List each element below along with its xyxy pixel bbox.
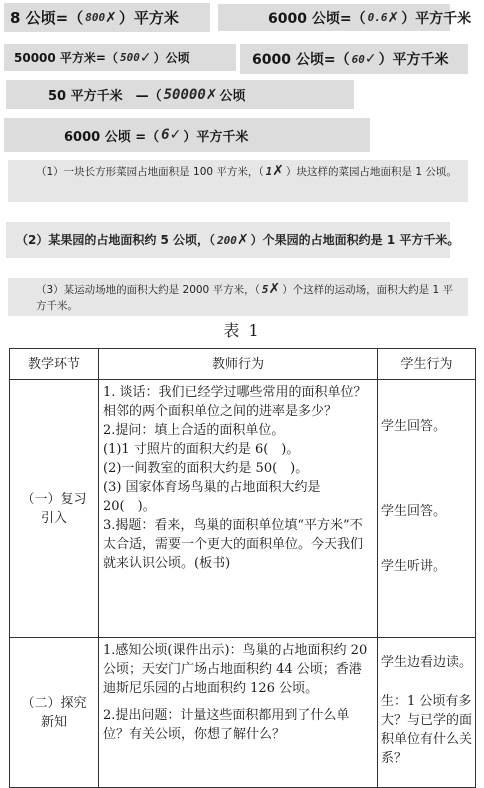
header-teacher: 教师行为 [99, 349, 378, 380]
handwritten-answer: 60 [351, 52, 365, 66]
teacher-cell: 1. 谈话：我们已经学过哪些常用的面积单位？相邻的两个面积单位之间的进率是多少？ 2.提问：填上合适的面积单位。 (1)1 寸照片的面积大约是 6( )。 (2)一间教室的面积大约是 50( )。 (3) 国家体育场鸟巢的占地面积大约是 20( )。 3.揭题：看来，鸟巢的面积单位填“平方米”不太合适，需要一个更大的面积单位。今天我们就来认识公顷。(板书) [99, 380, 378, 638]
handwritten-answer: 6 [161, 127, 170, 143]
word-problem-3: （3）某运动场地的面积大约是 2000 平方米，（ 5✗ ）个这样的运动场，面积大约是 1 平方千米。 [8, 278, 468, 316]
handwritten-answer: 0.6 [367, 11, 388, 24]
exercise-strip-4: 6000 公顷=（ 60 ✓ ）平方千米 [240, 44, 468, 74]
exercise-strip-1: 8 公顷=（ 800 ✗ ）平方米 [4, 3, 210, 32]
exercise-strip-6: 6000 公顷 =（ 6 ✓ ）平方千米 [4, 118, 370, 152]
teacher-cell: 1.感知公顷(课件出示)：鸟巢的占地面积约 20 公顷；天安门广场占地面积约 44 公顷；香港迪斯尼乐园的占地面积约 126 公顷。 2.提出问题：计量这些面积都用到了什么单位？有关公顷，你想了解什么？ [99, 638, 378, 788]
handwritten-answer: 200 [217, 233, 237, 247]
stage-cell: （二）探究 新知 [10, 638, 99, 788]
handwritten-answer: 500 [119, 51, 140, 64]
word-problem-1: （1）一块长方形菜园占地面积是 100 平方米，（ 1✗ ）块这样的菜园占地面积是 1 公顷。 [8, 160, 468, 202]
exercise-strip-5: 50 平方千米 —（ 50000 ✗ 公顷 [6, 80, 354, 109]
grading-mark: ✗ [205, 86, 218, 103]
word-problem-2: （2）某果园的占地面积约 5 公顷，（ 200 ✗ ）个果园的占地面积约是 1 平方千米。 [6, 222, 450, 258]
table-caption: 表 1 [223, 321, 261, 340]
exercise-strip-2: 6000 公顷=（ 0.6 ✗ ）平方千米 [218, 4, 450, 31]
grading-mark: ✓ [169, 127, 182, 143]
handwritten-answer: 800 [85, 11, 106, 24]
exercise-strip-3: 50000 平方米=（ 500 ✓ ）公顷 [4, 44, 236, 71]
stage-cell: （一）复习 引入 [10, 380, 99, 638]
table-row [10, 380, 476, 638]
handwritten-answer: 50000 [163, 86, 206, 103]
handwritten-answer: 5 [261, 283, 269, 296]
grading-mark: ✓ [364, 51, 377, 67]
grading-mark: ✗ [105, 9, 117, 26]
handwritten-answer: 1 [265, 165, 273, 178]
student-cell: 学生回答。 学生回答。 学生听讲。 [378, 380, 476, 638]
header-student: 学生行为 [378, 349, 476, 380]
grading-mark: ✗ [272, 163, 285, 179]
grading-mark: ✗ [236, 231, 249, 248]
table-header-row [10, 349, 476, 380]
grading-mark: ✓ [139, 49, 152, 66]
grading-mark: ✗ [268, 281, 281, 297]
grading-mark: ✗ [387, 9, 400, 26]
lesson-table [9, 348, 476, 788]
header-stage: 教学环节 [10, 349, 99, 380]
student-cell: 学生边看边读。 生：1 公顷有多大？与已学的面积单位有什么关系？ [378, 638, 476, 788]
table-row [10, 638, 476, 788]
